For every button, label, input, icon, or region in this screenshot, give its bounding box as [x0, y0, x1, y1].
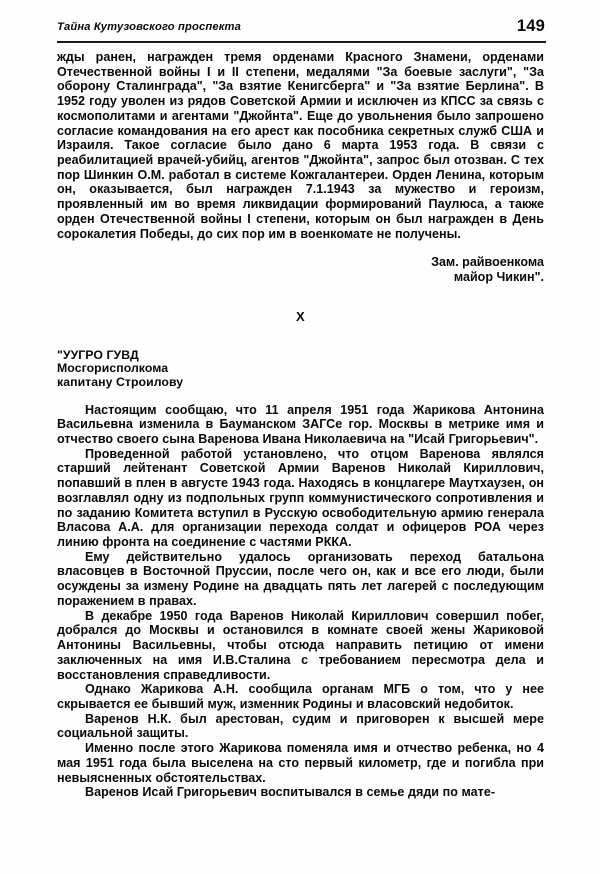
addressee-organization: "УУГРО ГУВД — [57, 347, 139, 362]
addressee-department: Мосгорисполкома — [57, 361, 169, 376]
paragraph-1: Настоящим сообщаю, что 11 апреля 1951 года Жарикова Антонина Васильевна изменила в Бауманском ЗАГСе гор. Москвы в метрике имя и отчество своего сына Варенова Ивана Николаевича на "Исай Григорьевич". — [57, 402, 544, 446]
page-text-block — [57, 50, 544, 800]
paragraph-6: Варенов Н.К. был арестован, судим и приговорен к высшей мере социальной защиты. — [57, 711, 544, 741]
running-head — [57, 17, 545, 43]
signature-name: майор Чикин". — [453, 270, 544, 285]
header-divider-rule — [57, 41, 546, 43]
paragraph-5: Однако Жарикова А.Н. сообщила органам МГБ о том, что у нее скрывается ее бывший муж, изменник Родины и власовский недобиток. — [57, 682, 544, 711]
paragraph-2: Проведенной работой установлено, что отцом Варенова являлся старший лейтенант Советской Армии Варенов Николай Кириллович, попавший в плен в августе 1943 года. Находясь в концлагере Маутхаузен, он возглавлял одну из подпольных групп коммунистического сопротивления и по заданию Комитета вступил в Русскую освободительную армию генерала Власова А.А. для организации перехода солдат и офицеров РОА через линию фронта на соединение с частями РККА. — [57, 446, 544, 550]
paragraph-3: Ему действительно удалось организовать переход батальона власовцев в Восточной Пруссии, после чего он, как и все его люди, были осуждены за измену Родине на двадцать пять лет лагерей с последующим поражением в правах. — [57, 549, 544, 608]
spacer — [57, 390, 544, 403]
paragraph-4: В декабре 1950 года Варенов Николай Кириллович совершил побег, добрался до Москвы и остановился в комнате своей жены Жариковой Антонины Васильевны, чтобы отсюда направить петицию от имени заключенных на имя И.В.Сталина с требованием пересмотра дела и восстановления справедливости. — [57, 608, 544, 682]
paragraph-continued: жды ранен, награжден тремя орденами Красного Знамени, орденами Отечественной войны I и II степени, медалями "За боевые заслуги", "За оборону Сталинграда", "За взятие Кенигсберга" и "За взятие Берлина". В 1952 году уволен из рядов Советской Армии и исключен из КПСС за связь с космополитами и агентами "Джойнта". Еще до увольнения было запрошено согласие командования на его арест как пособника секретных служб США и Израиля. Такое согласие было дано 6 марта 1953 года. В связи с реабилитацией врачей-убийц, агентов "Джойнта", запрос был отозван. С тех пор Шинкин О.М. работал в системе Кожгалантереи. Орден Ленина, которым он, оказывается, был награжден 7.1.1943 за мужество и героизм, проявленный им во время ликвидации формирований Паулюса, а также орден Отечественной войны I степени, которым он был награжден в День сорокалетия Победы, до сих пор им в военкомате не получены. — [57, 50, 544, 241]
paragraph-8-continues: Варенов Исай Григорьевич воспитывался в семье дяди по мате- — [85, 785, 496, 800]
paragraph-7: Именно после этого Жарикова поменяла имя и отчество ребенка, но 4 мая 1951 года была выселена на сто первый километр, где и погибла при невыясненных обстоятельствах. — [57, 741, 544, 785]
addressee-block — [57, 349, 544, 390]
running-head-title: Тайна Кутузовского проспекта — [57, 21, 242, 33]
page-number: 149 — [516, 17, 545, 35]
section-marker: X — [296, 308, 305, 324]
addressee-recipient: капитану Строилову — [57, 374, 184, 389]
signature-role: Зам. райвоенкома — [431, 255, 544, 270]
signature-block — [57, 255, 544, 284]
